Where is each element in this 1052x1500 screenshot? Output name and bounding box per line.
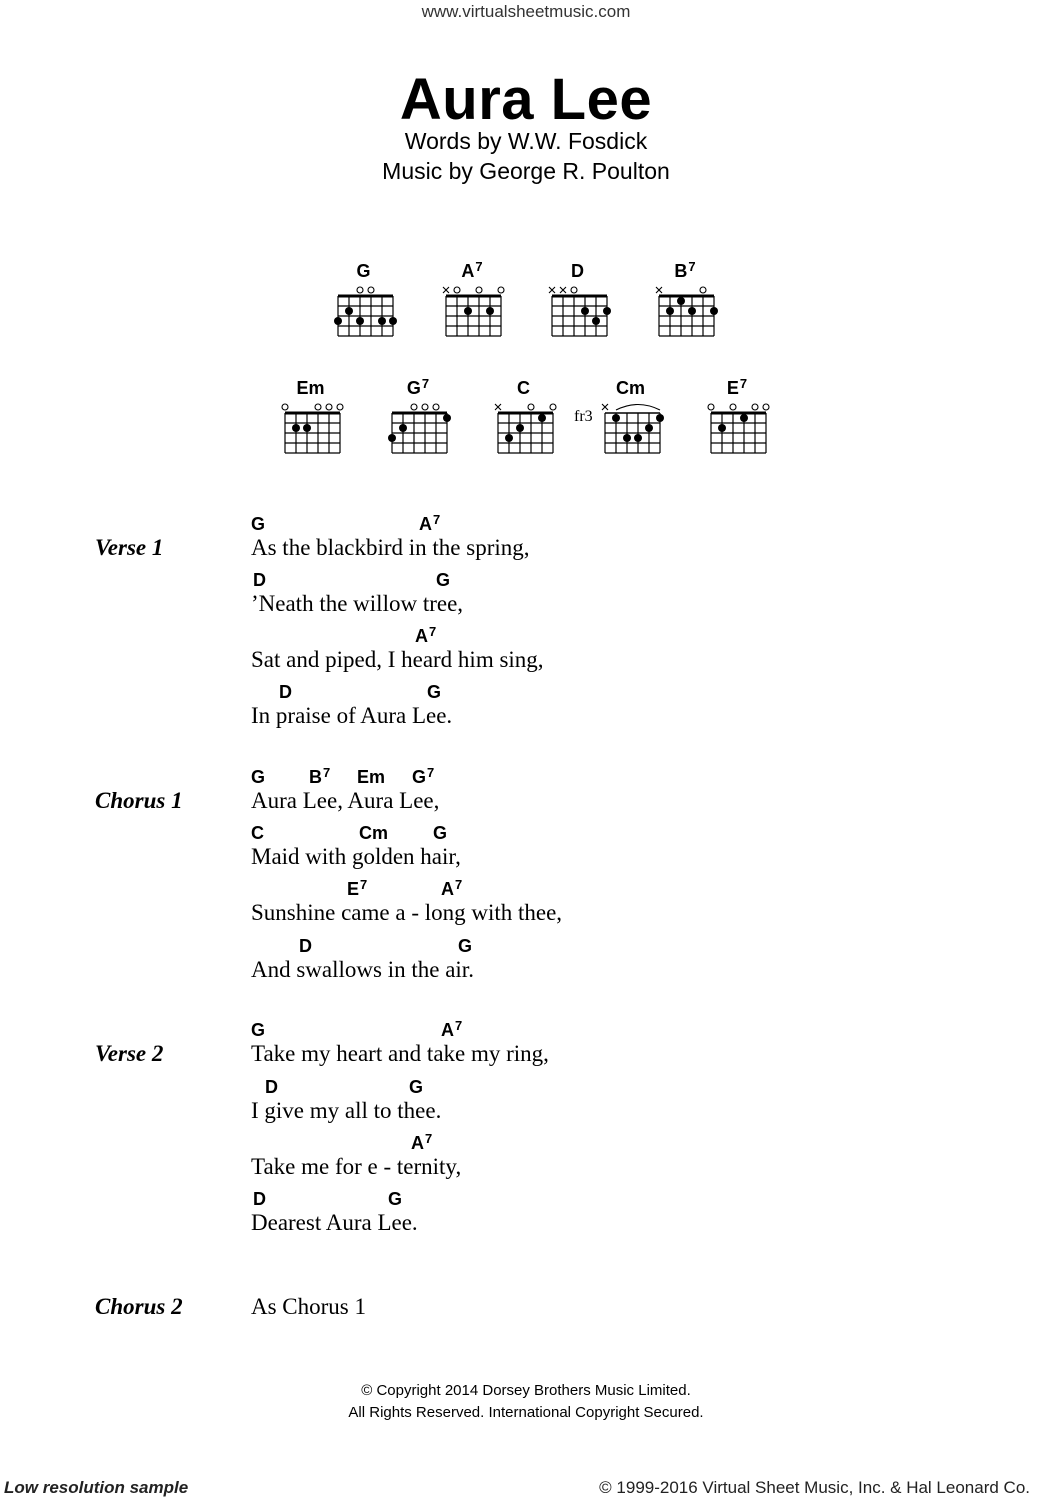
open-string-marker — [357, 287, 363, 293]
finger-dot — [292, 424, 300, 432]
muted-string-marker — [495, 404, 501, 410]
chord-symbol: $A^7$ — [411, 1131, 433, 1153]
finger-dot — [666, 307, 674, 315]
chord-line — [251, 879, 951, 901]
chord-symbol: G — [436, 570, 451, 590]
chord-line — [251, 570, 951, 592]
chord-symbol: D — [299, 936, 312, 956]
chord-line — [251, 682, 951, 704]
music-credit: Music by George R. Poulton — [382, 158, 670, 184]
chord-diagram — [390, 401, 450, 461]
chord-line — [251, 767, 951, 789]
finger-dot — [334, 317, 342, 325]
finger-dot — [516, 424, 524, 432]
lyric-line: Aura Lee, Aura Lee, — [251, 788, 440, 813]
muted-string-marker — [443, 287, 449, 293]
muted-string-marker — [602, 404, 608, 410]
finger-dot — [612, 414, 620, 422]
finger-dot — [303, 424, 311, 432]
finger-dot — [443, 414, 451, 422]
open-string-marker — [368, 287, 374, 293]
lyric-line: As Chorus 1 — [251, 1294, 367, 1319]
finger-dot — [592, 317, 600, 325]
open-string-marker — [315, 404, 321, 410]
chord-symbol: $G^7$ — [412, 765, 435, 787]
section-label-verse-2: Verse 2 — [95, 1041, 164, 1066]
finger-dot — [688, 307, 696, 315]
chord-diagram-name: $B^7$ — [674, 259, 696, 281]
copyright-line: © Copyright 2014 Dorsey Brothers Music Limited. — [361, 1382, 691, 1399]
chord-diagram-name: Em — [296, 378, 325, 398]
open-string-marker — [550, 404, 556, 410]
chord-line — [251, 1133, 951, 1155]
finger-dot — [378, 317, 386, 325]
lyric-line: Dearest Aura Lee. — [251, 1210, 418, 1235]
lyric-line: ’Neath the willow tree, — [251, 591, 464, 616]
open-string-marker — [528, 404, 534, 410]
open-string-marker — [282, 404, 288, 410]
chord-diagram — [657, 284, 717, 344]
chord-diagram — [336, 284, 396, 344]
low-resolution-notice: Low resolution sample — [4, 1478, 189, 1497]
chord-symbol: $A^7$ — [415, 624, 437, 646]
chord-line — [251, 1020, 951, 1042]
finger-dot — [710, 307, 718, 315]
chord-symbol: G — [433, 823, 448, 843]
finger-dot — [399, 424, 407, 432]
chord-line — [251, 626, 951, 648]
open-string-marker — [326, 404, 332, 410]
chord-diagram-name: $A^7$ — [461, 259, 483, 281]
lyric-line: Take my heart and take my ring, — [251, 1041, 549, 1066]
open-string-marker — [476, 287, 482, 293]
finger-dot — [356, 317, 364, 325]
chord-symbol: G — [427, 682, 442, 702]
chord-line — [251, 514, 951, 536]
chord-diagram-name: $G^7$ — [406, 376, 430, 398]
chord-line — [251, 936, 951, 958]
chord-symbol: G — [251, 767, 266, 787]
section-label-chorus-1: Chorus 1 — [95, 788, 183, 813]
open-string-marker — [730, 404, 736, 410]
open-string-marker — [752, 404, 758, 410]
chord-diagram-name: $E^7$ — [726, 376, 748, 398]
section-label-verse-1: Verse 1 — [95, 535, 164, 560]
barre-arc — [616, 405, 660, 411]
chord-symbol: D — [265, 1077, 278, 1097]
lyric-line: As the blackbird in the spring, — [251, 535, 530, 560]
finger-dot — [718, 424, 726, 432]
finger-dot — [486, 307, 494, 315]
chord-symbol: $B^7$ — [309, 765, 331, 787]
chord-diagram-name: Cm — [615, 378, 645, 398]
open-string-marker — [433, 404, 439, 410]
chord-diagram-name: C — [517, 378, 530, 398]
open-string-marker — [422, 404, 428, 410]
chord-diagram — [283, 401, 343, 461]
publisher-copyright: © 1999-2016 Virtual Sheet Music, Inc. & Hal Leonard Co. — [599, 1478, 1030, 1497]
muted-string-marker — [560, 287, 566, 293]
chord-symbol: D — [253, 1189, 266, 1209]
chord-symbol: G — [251, 1020, 266, 1040]
open-string-marker — [454, 287, 460, 293]
chord-line — [251, 823, 951, 845]
fret-label: fr3 — [574, 408, 593, 425]
chord-symbol: G — [458, 936, 473, 956]
chord-diagram — [603, 401, 663, 461]
finger-dot — [645, 424, 653, 432]
chord-diagram — [550, 284, 610, 344]
finger-dot — [603, 307, 611, 315]
finger-dot — [740, 414, 748, 422]
lyric-line: In praise of Aura Lee. — [251, 703, 453, 728]
chord-symbol: G — [388, 1189, 403, 1209]
open-string-marker — [700, 287, 706, 293]
finger-dot — [581, 307, 589, 315]
lyric-line: Maid with golden hair, — [251, 844, 461, 869]
muted-string-marker — [549, 287, 555, 293]
chord-symbol: Em — [357, 767, 386, 787]
lyric-line: I give my all to thee. — [251, 1098, 442, 1123]
finger-dot — [677, 297, 685, 305]
chord-diagram-name: D — [571, 261, 584, 281]
open-string-marker — [763, 404, 769, 410]
chord-line — [251, 1077, 951, 1099]
chord-symbol: Cm — [359, 823, 389, 843]
song-title: Aura Lee — [399, 67, 653, 132]
chord-symbol: $A^7$ — [419, 512, 441, 534]
lyric-line: And swallows in the air. — [251, 957, 474, 982]
chord-diagram — [709, 401, 769, 461]
lyric-line: Take me for e - ternity, — [251, 1154, 462, 1179]
finger-dot — [389, 317, 397, 325]
chord-line — [251, 1189, 951, 1211]
lyric-line: Sat and piped, I heard him sing, — [251, 647, 544, 672]
chord-diagram — [444, 284, 504, 344]
finger-dot — [623, 434, 631, 442]
words-credit: Words by W.W. Fosdick — [404, 128, 648, 154]
chord-symbol: G — [409, 1077, 424, 1097]
chord-diagram-name: G — [356, 261, 371, 281]
finger-dot — [388, 434, 396, 442]
lyric-line: Sunshine came a - long with thee, — [251, 900, 563, 925]
finger-dot — [538, 414, 546, 422]
finger-dot — [345, 307, 353, 315]
open-string-marker — [498, 287, 504, 293]
site-url: www.virtualsheetmusic.com — [421, 2, 631, 21]
chord-symbol: $A^7$ — [441, 877, 463, 899]
chord-symbol: $A^7$ — [441, 1018, 463, 1040]
rights-line: All Rights Reserved. International Copyright Secured. — [348, 1404, 704, 1421]
open-string-marker — [411, 404, 417, 410]
chord-symbol: D — [253, 570, 266, 590]
muted-string-marker — [656, 287, 662, 293]
open-string-marker — [337, 404, 343, 410]
finger-dot — [656, 414, 664, 422]
chord-symbol: D — [279, 682, 292, 702]
finger-dot — [505, 434, 513, 442]
chord-symbol: C — [251, 823, 264, 843]
chord-diagram — [496, 401, 556, 461]
open-string-marker — [708, 404, 714, 410]
chord-symbol: $E^7$ — [347, 877, 368, 899]
chord-symbol: G — [251, 514, 266, 534]
finger-dot — [634, 434, 642, 442]
finger-dot — [464, 307, 472, 315]
open-string-marker — [571, 287, 577, 293]
section-label-chorus-2: Chorus 2 — [95, 1294, 183, 1319]
